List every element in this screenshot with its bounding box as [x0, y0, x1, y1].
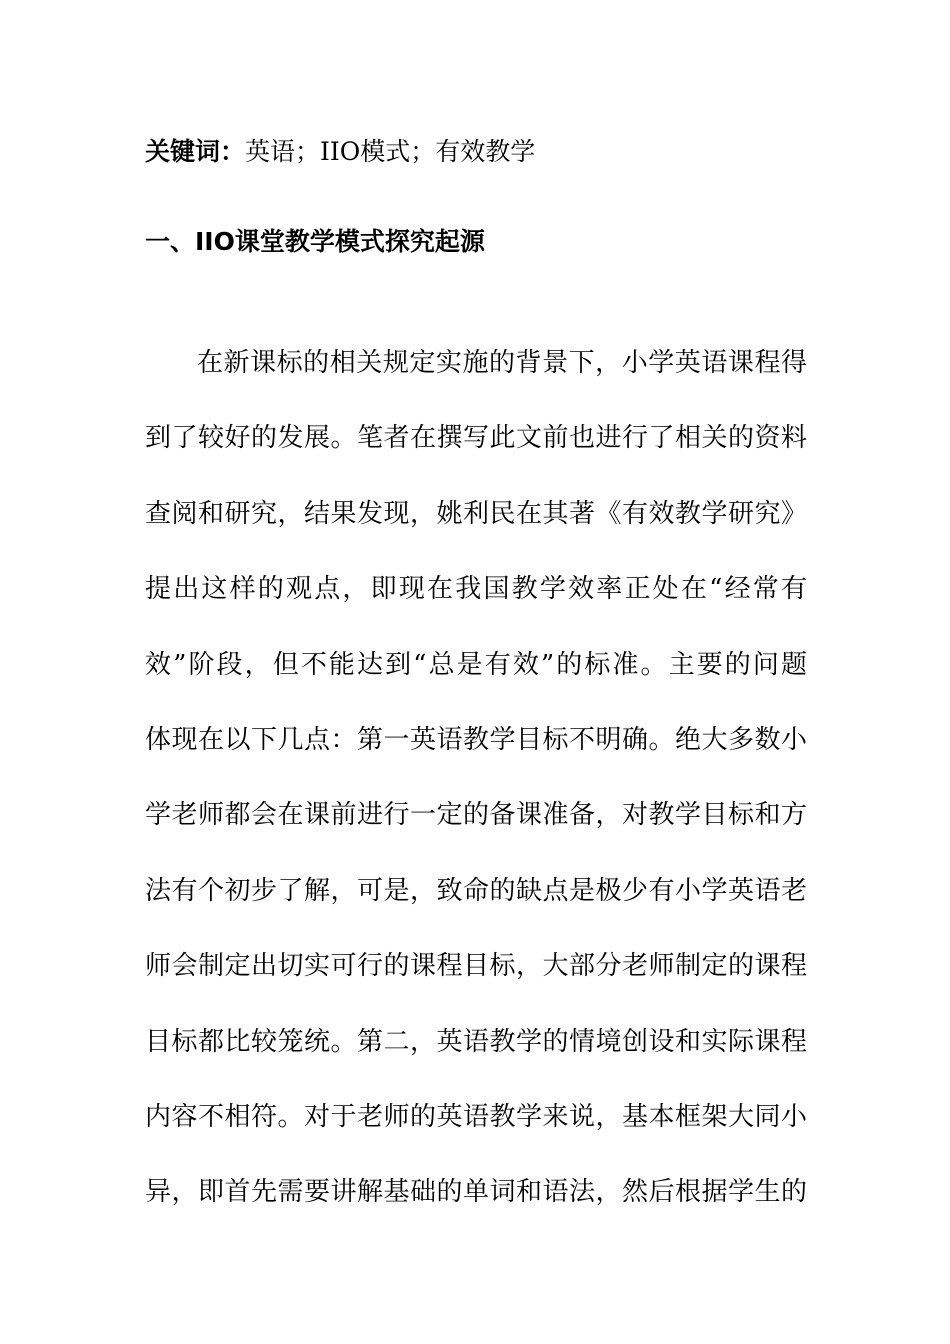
body-paragraph — [145, 344, 807, 1249]
keywords-value: 英语；IIO模式；有效教学 — [245, 137, 536, 166]
paragraph-line: 异，即首先需要讲解基础的单词和语法，然后根据学生的 — [145, 1177, 807, 1208]
paragraph-line: 到了较好的发展。笔者在撰写此文前也进行了相关的资料 — [145, 423, 807, 454]
paragraph-line: 体现在以下几点：第一英语教学目标不明确。绝大多数小 — [145, 724, 807, 755]
paragraph-line: 提出这样的观点，即现在我国教学效率正处在“经常有 — [145, 574, 807, 605]
paragraph-line: 法有个初步了解，可是，致命的缺点是极少有小学英语老 — [145, 875, 807, 906]
paragraph-line: 在新课标的相关规定实施的背景下，小学英语课程得 — [197, 348, 807, 378]
paragraph-line: 内容不相符。对于老师的英语教学来说，基本框架大同小 — [145, 1101, 807, 1132]
paragraph-line: 查阅和研究，结果发现，姚利民在其著《有效教学研究》 — [145, 498, 807, 529]
paragraph-line: 目标都比较笼统。第二，英语教学的情境创设和实际课程 — [145, 1026, 807, 1057]
keywords-label: 关键词： — [145, 137, 246, 166]
section-heading: 一、IIO课堂教学模式探究起源 — [145, 227, 485, 256]
paragraph-line: 师会制定出切实可行的课程目标，大部分老师制定的课程 — [145, 951, 807, 982]
paragraph-line: 效”阶段，但不能达到“总是有效”的标准。主要的问题 — [145, 649, 807, 680]
keywords-line — [145, 136, 535, 168]
paragraph-line: 学老师都会在课前进行一定的备课准备，对教学目标和方 — [145, 800, 807, 831]
